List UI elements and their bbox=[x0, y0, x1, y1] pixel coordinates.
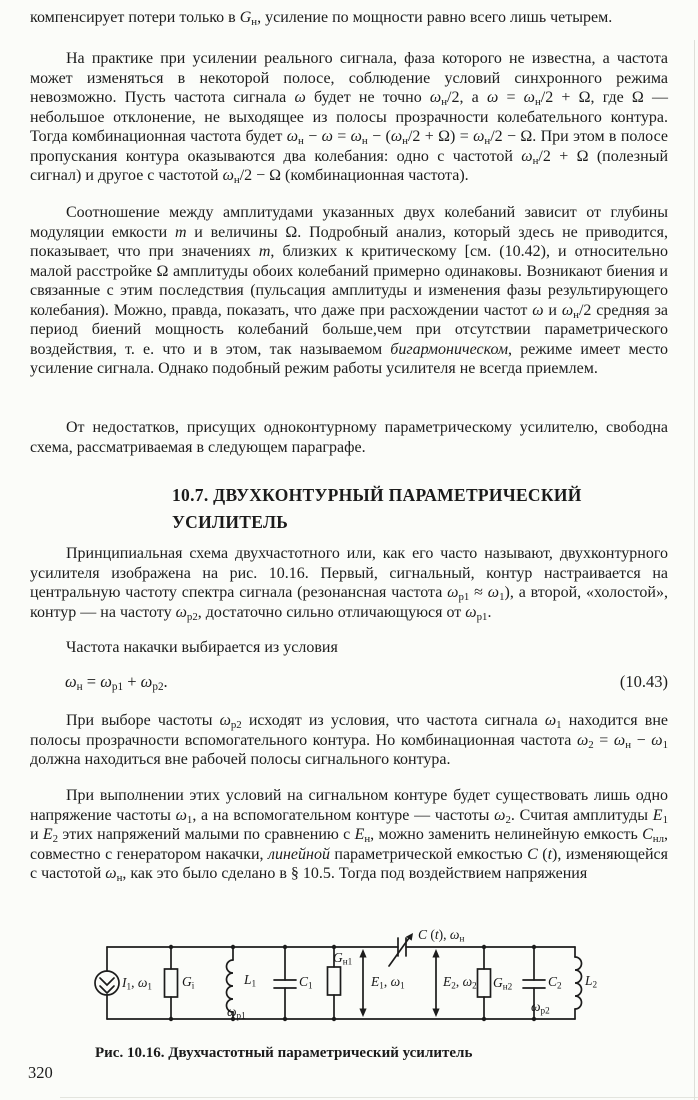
label-inductor-l1: $L_1$ bbox=[244, 972, 257, 989]
page-number: 320 bbox=[28, 1063, 53, 1082]
label-voltage-e1: $E_1$, $\omega_1$ bbox=[371, 974, 405, 991]
label-conductance-gn2: $G_{н2}$ bbox=[493, 975, 513, 992]
label-current-source: $I_1$, $\omega_1$ bbox=[122, 975, 152, 992]
paragraph-schematic-description: Принципиальная схема двухчастотного или, как его часто называют, двухконтурного усилителя изображена на рис. 10.16. Первый, сигнальный, контур настраивается на центральную частоту спектра сигнала (резонансная частота $\omega_{р1} \approx \omega_1$), а второй, «холостой», контур — на частоту $\omega_{р2}$, достаточно сильно отличающуюся от $\omega_{р1}$. bbox=[30, 545, 668, 623]
inductor-l2-symbol bbox=[575, 947, 582, 1019]
label-voltage-e2: $E_2$, $\omega_2$ bbox=[443, 974, 477, 991]
paragraph-pump-frequency: Частота накачки выбирается из условия bbox=[66, 639, 338, 656]
label-conductance-gi: $G_i$ bbox=[182, 974, 195, 991]
conductance-gi-symbol bbox=[165, 947, 178, 1019]
variable-capacitor-symbol bbox=[389, 933, 413, 966]
figure-caption: Рис. 10.16. Двухчастотный параметрический усилитель bbox=[95, 1045, 473, 1061]
voltage-arrow-e2 bbox=[432, 949, 439, 1017]
paragraph-drawbacks: От недостатков, присущих одноконтурному параметрическому усилителю, свободна схема, рассматриваемая в следующем параграфе. bbox=[30, 419, 668, 456]
figure-circuit bbox=[86, 924, 631, 1048]
voltage-arrow-e1 bbox=[359, 949, 366, 1017]
conductance-gn2-symbol bbox=[478, 947, 491, 1019]
label-resonance-wp2: $\omega_{р2}$ bbox=[531, 999, 550, 1016]
label-capacitor-c1: $C_1$ bbox=[299, 974, 313, 991]
paragraph-gain-compensation: компенсирует потери только в $G_н$, усиление по мощности равно всего лишь четырем. bbox=[30, 9, 613, 29]
label-capacitor-c2: $C_2$ bbox=[548, 974, 562, 991]
label-conductance-gn1: $G_{н1}$ bbox=[333, 950, 353, 967]
capacitor-c1-symbol bbox=[274, 947, 296, 1019]
current-source-symbol bbox=[95, 947, 119, 1019]
paragraph-amplitude-relation: Соотношение между амплитудами указанных двух колебаний зависит от глубины модуляции емкости m и величины Ω. Подробный анализ, который здесь не приводится, показывает, что при значениях m, близких к критическому [см. (10.42), и относительно малой расстройке Ω амплитуды обоих колебаний примерно одинаковы. Возникают биения и связанные с этим последствия (пульсация амплитуды и изменения фазы результирующего колебания). Можно, правда, показать, что даже при расхождении частот ω и $\omega_н/2$ средняя за период биений мощность колебаний больше,чем при отсутствии параметрического воздействия, т. е. что и в этом, так называемом бигармоническом, режиме имеет место усиление сигнала. Однако подобный режим работы усилителя не всегда приемлем. bbox=[30, 204, 669, 377]
label-variable-capacitor: C (t), $\omega_н$ bbox=[418, 927, 465, 944]
paragraph-frequency-choice: При выборе частоты $\omega_{р2}$ исходят из условия, что частота сигнала $\omega_1$ находится вне полосы прозрачности вспомогательного контура. Но комбинационная частота $\omega_2 = \omega_н - \omega_1$ должна находиться вне рабочей полосы сигнального контура. bbox=[30, 712, 668, 768]
equation-number: (10.43) bbox=[619, 672, 668, 691]
label-resonance-wp1: $\omega_{р1}$ bbox=[227, 1004, 246, 1021]
paragraph-conditions: При выполнении этих условий на сигнальном контуре будет существовать лишь одно напряжение частоты $\omega_1$, а на вспомогательном контуре — частоты $\omega_2$. Считая амплитуды $E_1$ и $E_2$ этих напряжений малыми по сравнению с $E_н$, можно заменить нелинейную емкость $C_{нл}$, совместно с генератором накачки, линейной параметрической емкостью C (t), изменяющейся с частотой $\omega_н$, как это было сделано в § 10.5. Тогда под воздействием напряжения bbox=[30, 787, 669, 885]
paragraph-practical-amplification: На практике при усилении реального сигнала, фаза которого не известна, а частота может изменяться в некоторой полосе, соблюдение условий синхронного режима невозможно. Пусть частота сигнала ω будет не точно $\omega_н/2$, а $\omega = \omega_н/2 + \Omega$, где Ω — небольшое отклонение, не выходящее из полосы прозрачности колебательного контура. Тогда комбинационная частота будет $\omega_н - \omega = \omega_н - (\omega_н/2 + \Omega) = \omega_н/2 - \Omega$. При этом в полосе пропускания контура оказываются два колебания: одно с частотой $\omega_н/2 + \Omega$ (полезный сигнал) и другое с частотой $\omega_н/2 - \Omega$ (комбинационная частота). bbox=[30, 50, 669, 187]
junction-dots bbox=[169, 945, 536, 1021]
equation-row bbox=[30, 672, 668, 692]
equation-expression: $\omega_н = \omega_{р1} + \omega_{р2}$. bbox=[65, 672, 168, 694]
section-heading: 10.7. ДВУХКОНТУРНЫЙ ПАРАМЕТРИЧЕСКИЙ УСИЛИТЕЛЬ bbox=[172, 485, 582, 532]
label-inductor-l2: $L_2$ bbox=[585, 973, 598, 990]
